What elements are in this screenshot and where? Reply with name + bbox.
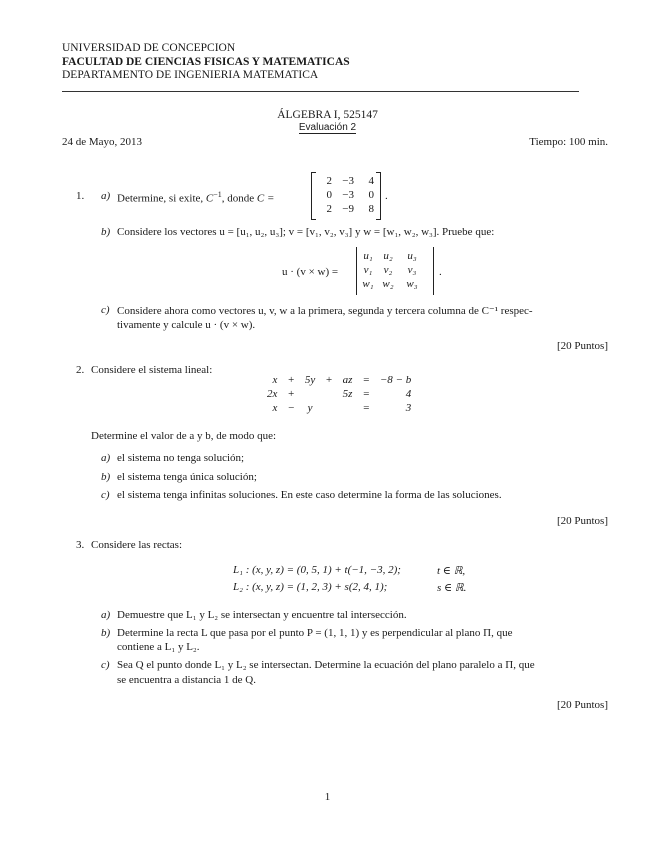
system-cell: = (362, 374, 370, 386)
matrix-cell: 8 (368, 203, 374, 215)
determinant-cell: u₂ (383, 250, 393, 262)
q3c-text-line1: Sea Q el punto donde L₁ y L₂ se intersectan. Determine la ecuación del plano paralelo a Π, que (117, 659, 535, 671)
system-row (262, 387, 416, 401)
system-cell: x (272, 402, 278, 414)
q1b-text: Considere los vectores u = [u₁, u₂, u₃]; v = [v₁, v₂, v₃] y w = [w₁, w₂, w₃]. Pruebe que: (117, 226, 495, 238)
header-rule (62, 91, 579, 92)
matrix-cell: −3 (342, 189, 354, 201)
q1b-lhs: u · (v × w) = (282, 266, 339, 278)
q1-points: [20 Puntos] (556, 340, 608, 352)
determinant (360, 250, 424, 290)
det-left-bar (356, 247, 357, 295)
q2c-label: c) (101, 489, 110, 501)
q3-intro: Considere las rectas: (91, 539, 183, 551)
q1a-inverse-exponent: −1 (213, 190, 222, 199)
q1a-text (117, 190, 274, 205)
q2a-text: el sistema no tenga solución; (117, 452, 245, 464)
system-cell (300, 387, 320, 401)
q2b-text: el sistema tenga única solución; (117, 471, 257, 483)
system-cell: 5y (304, 374, 316, 386)
determinant-cell: w₃ (406, 278, 418, 290)
q1c-text-line1: Considere ahora como vectores u, v, w a la primera, segunda y tercera columna de C⁻¹ respec- (117, 305, 533, 317)
q2b-label: b) (101, 471, 111, 483)
line-L1: L₁ : (x, y, z) = (0, 5, 1) + t(−1, −3, 2); (233, 564, 401, 576)
q1c-label: c) (101, 304, 110, 316)
matrix-cell: 4 (368, 175, 374, 187)
determinant-cell: u₃ (407, 250, 417, 262)
system-cell: + (287, 388, 295, 400)
system-cell: 5z (342, 388, 353, 400)
matrix-right-bracket (376, 172, 381, 220)
system-cell: y (307, 402, 313, 414)
line-L1-param: t ∈ ℝ, (437, 565, 466, 577)
line-L2: L₂ : (x, y, z) = (1, 2, 3) + s(2, 4, 1); (233, 581, 388, 593)
q3b-text-line1: Determine la recta L que pasa por el punto P = (1, 1, 1) y es perpendicular al plano Π, que (117, 627, 513, 639)
matrix-cell: −3 (342, 175, 354, 187)
q3c-label: c) (101, 659, 110, 671)
evaluation-title (0, 122, 655, 133)
q2c-text: el sistema tenga infinitas soluciones. En este caso determine la forma de las soluciones. (117, 489, 502, 501)
system-cell: −8 − b (379, 374, 412, 386)
q3b-text-line2: contiene a L₁ y L₂. (117, 641, 200, 653)
determinant-cell: w₂ (382, 278, 394, 290)
system-cell: x (272, 374, 278, 386)
matrix-cell: 0 (368, 189, 374, 201)
linear-system (262, 373, 416, 415)
determinant-cell: v₃ (407, 264, 417, 276)
q1a-label: a) (101, 190, 111, 202)
q3a-label: a) (101, 609, 111, 621)
q1-number: 1. (76, 190, 85, 202)
q2-number: 2. (76, 364, 85, 376)
q1a-matrix-name: C = (256, 192, 275, 205)
matrix-c (318, 175, 374, 215)
system-cell: = (362, 402, 370, 414)
determinant-cell: v₁ (363, 264, 373, 276)
q2-prompt: Determine el valor de a y b, de modo que: (91, 430, 277, 442)
matrix-cell: 0 (326, 189, 332, 201)
system-cell (338, 401, 358, 415)
q2a-label: a) (101, 452, 111, 464)
det-right-bar (433, 247, 434, 295)
evaluation-label: Evaluación 2 (298, 122, 357, 133)
university-name: UNIVERSIDAD DE CONCEPCION (62, 42, 236, 54)
system-cell (320, 387, 337, 401)
q2-points: [20 Puntos] (556, 515, 608, 527)
q1b-period: . (439, 266, 442, 278)
system-cell: − (287, 402, 295, 414)
department-name: DEPARTAMENTO DE INGENIERIA MATEMATICA (62, 69, 319, 81)
system-cell: + (325, 374, 333, 386)
course-title: ÁLGEBRA I, 525147 (277, 109, 378, 121)
q1a-period: . (385, 190, 388, 202)
determinant-cell: v₂ (383, 264, 393, 276)
q1a-where: , donde (221, 192, 255, 205)
determinant-cell: u₁ (363, 250, 373, 262)
q1b-label: b) (101, 226, 111, 238)
system-cell: 3 (405, 402, 412, 414)
matrix-cell: 2 (326, 203, 332, 215)
q3a-text: Demuestre que L₁ y L₂ se intersectan y encuentre tal intersección. (117, 609, 407, 621)
system-cell: az (342, 374, 353, 386)
system-cell (320, 401, 337, 415)
q3c-text-line2: se encuentra a distancia 1 de Q. (117, 674, 256, 686)
exam-time: Tiempo: 100 min. (529, 136, 608, 148)
matrix-cell: 2 (326, 175, 332, 187)
system-row (262, 373, 416, 387)
faculty-name: FACULTAD DE CIENCIAS FISICAS Y MATEMATICAS (62, 56, 350, 68)
system-row (262, 401, 416, 415)
q1a-prompt: Determine, si exite, (117, 192, 204, 205)
q1c-text-line2: tivamente y calcule u · (v × w). (117, 319, 256, 331)
q3b-label: b) (101, 627, 111, 639)
q2-intro: Considere el sistema lineal: (91, 364, 213, 376)
q3-points: [20 Puntos] (556, 699, 608, 711)
q3-number: 3. (76, 539, 85, 551)
system-cell: 4 (405, 388, 412, 400)
system-cell: = (362, 388, 370, 400)
exam-date: 24 de Mayo, 2013 (62, 136, 143, 148)
system-cell: + (287, 374, 295, 386)
matrix-left-bracket (311, 172, 316, 220)
line-L2-param: s ∈ ℝ. (437, 582, 467, 594)
matrix-cell: −9 (342, 203, 354, 215)
q1a-inverse-symbol: C (205, 192, 214, 205)
system-cell: 2x (267, 388, 278, 400)
page-number: 1 (324, 791, 331, 803)
determinant-cell: w₁ (362, 278, 374, 290)
